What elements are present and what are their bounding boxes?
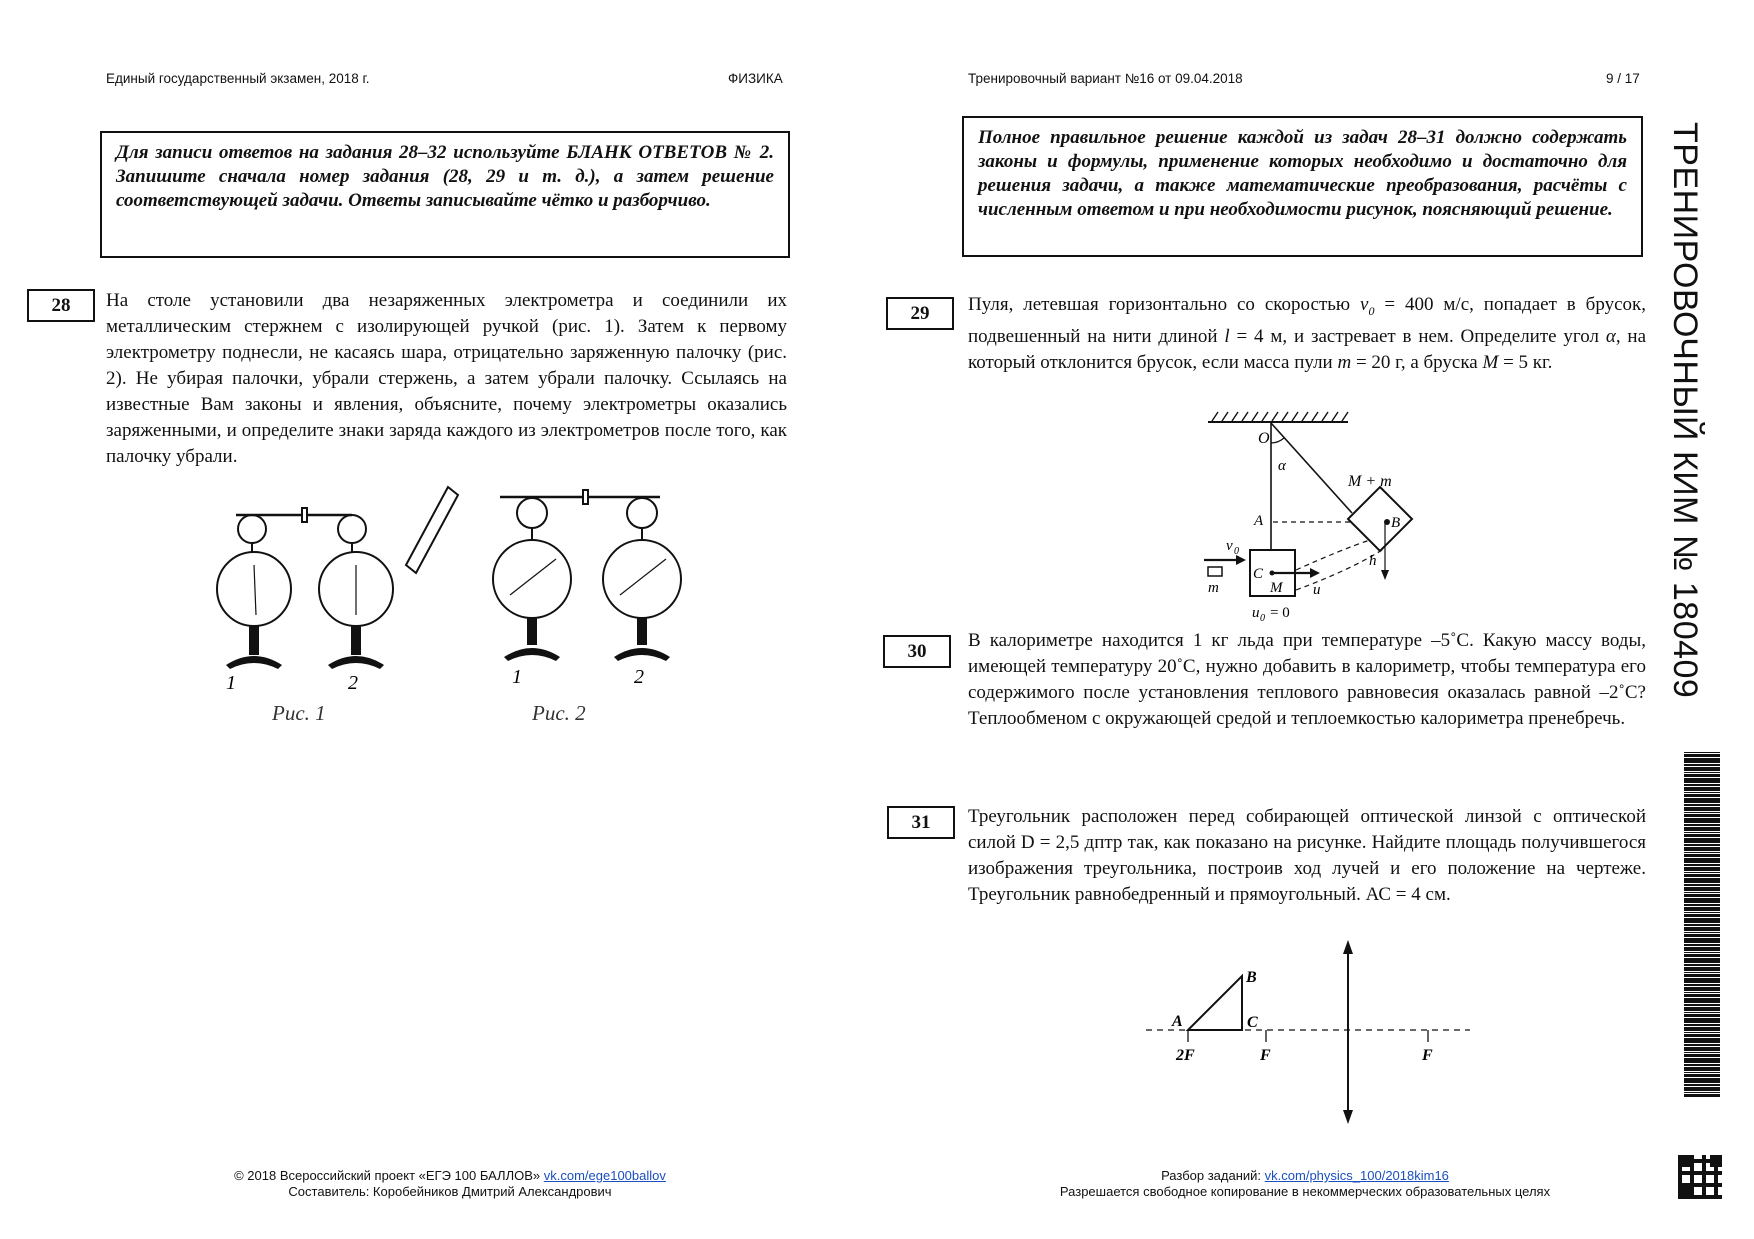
task-31-figure [1140, 938, 1470, 1126]
header-page-number: 9 / 17 [1606, 71, 1640, 86]
fig2-label-1: 1 [512, 666, 522, 688]
sidebar-kim-title: ТРЕНИРОВОЧНЫЙ КИМ № 180409 [1666, 122, 1704, 699]
task-31-number: 31 [887, 806, 955, 839]
task-28-figure [200, 475, 710, 735]
svg-text:F: F [1422, 1047, 1433, 1064]
fig2-caption: Рис. 2 [532, 701, 586, 725]
footer-right: Разбор заданий: vk.com/physics_100/2018kim16 Разрешается свободное копирование в некоммерческих образовательных целях [1059, 1168, 1551, 1199]
task-28-text: На столе установили два незаряженных электрометра и соединили их металлическим стержнем с изолирующей ручкой (рис. 1). Затем к первому электрометру поднесли, не касаясь шара, отрицательно заряженную палочку (рис. 2). Не убирая палочки, убрали стержень, а затем убрали палочку. Ссылаясь на известные Вам законы и явления, объясните, почему электрометры оказались заряженными, и определите знаки заряда каждого из электрометров после того, как палочку убрали. [106, 290, 787, 467]
svg-text:M + m: M + m [1348, 473, 1392, 490]
fig2-label-2: 2 [634, 666, 644, 688]
task-28-number: 28 [27, 289, 95, 322]
svg-text:O: O [1258, 430, 1270, 447]
task-29-number: 29 [886, 297, 954, 330]
task-30-number: 30 [883, 635, 951, 668]
footer-right-link[interactable]: vk.com/physics_100/2018kim16 [1264, 1168, 1449, 1183]
barcode [1682, 752, 1722, 1102]
footer-left-link[interactable]: vk.com/ege100ballov [543, 1168, 666, 1183]
task-30-text: В калориметре находится 1 кг льда при температуре –5˚С. Какую массу воды, имеющей температуру 20˚С, нужно добавить в калориметр, чтобы температура его содержимого после установления теплового равновесия оказалась равной –2˚С? Теплообменом с окружающей средой и теплоемкостью калориметра пренебречь. [968, 630, 1646, 729]
svg-text:M: M [1270, 580, 1283, 596]
fig1-label-2: 2 [348, 672, 358, 694]
header-subject: ФИЗИКА [728, 71, 783, 86]
task-31-text: Треугольник расположен перед собирающей оптической линзой с оптической силой D = 2,5 дптр так, как показано на рисунке. Найдите площадь получившегося изображения треугольника, построив ход лучей и его положение на чертеже. Треугольник равнобедренный и прямоугольный. АС = 4 см. [968, 806, 1646, 905]
svg-text:A: A [1254, 513, 1264, 529]
task-29-text: Пуля, летевшая горизонтально со скоростью $v_0 = 400$ м/с, попадает в брусок, подвешенный на нити длиной l = 4 м, и застревает в нем. Определите угол α, на который отклонится брусок, если масса пули m = 20 г, а бруска M = 5 кг. [968, 294, 1647, 373]
svg-text:C: C [1253, 566, 1264, 582]
full-solution-notice: Полное правильное решение каждой из задач 28–31 должно содержать законы и формулы, применение которых необходимо и достаточно для решения задачи, а также математические преобразования, расчёты с численным ответом и при необходимости рисунок, поясняющий решение. [962, 116, 1643, 257]
svg-text:u: u [1252, 605, 1260, 621]
answer-form-notice: Для записи ответов на задания 28–32 используйте БЛАНК ОТВЕТОВ № 2. Запишите сначала номер задания (28, 29 и т. д.), а затем решение соответствующей задачи. Ответы записывайте чётко и разборчиво. [100, 131, 790, 258]
task-29-figure [1200, 410, 1430, 630]
svg-text:α: α [1278, 458, 1286, 474]
footer-left: © 2018 Всероссийский проект «ЕГЭ 100 БАЛЛОВ» vk.com/ege100ballov Составитель: Коробейников Дмитрий Александрович [234, 1168, 666, 1199]
svg-text:0: 0 [1260, 613, 1265, 624]
svg-text:B: B [1246, 969, 1257, 986]
svg-text:h: h [1369, 553, 1377, 569]
fig1-label-1: 1 [226, 672, 236, 694]
qr-code [1678, 1155, 1724, 1201]
svg-text:= 0: = 0 [1270, 605, 1290, 621]
svg-text:u: u [1313, 582, 1321, 598]
header-exam-title: Единый государственный экзамен, 2018 г. [106, 71, 370, 86]
svg-text:0: 0 [1234, 546, 1239, 557]
svg-text:F: F [1260, 1047, 1271, 1064]
svg-text:v: v [1226, 538, 1233, 554]
fig1-caption: Рис. 1 [272, 701, 326, 725]
svg-text:B: B [1391, 515, 1401, 531]
svg-text:A: A [1172, 1013, 1183, 1030]
header-variant: Тренировочный вариант №16 от 09.04.2018 [968, 71, 1243, 86]
svg-text:2F: 2F [1176, 1047, 1195, 1064]
svg-text:C: C [1247, 1014, 1258, 1031]
svg-text:m: m [1208, 580, 1219, 596]
